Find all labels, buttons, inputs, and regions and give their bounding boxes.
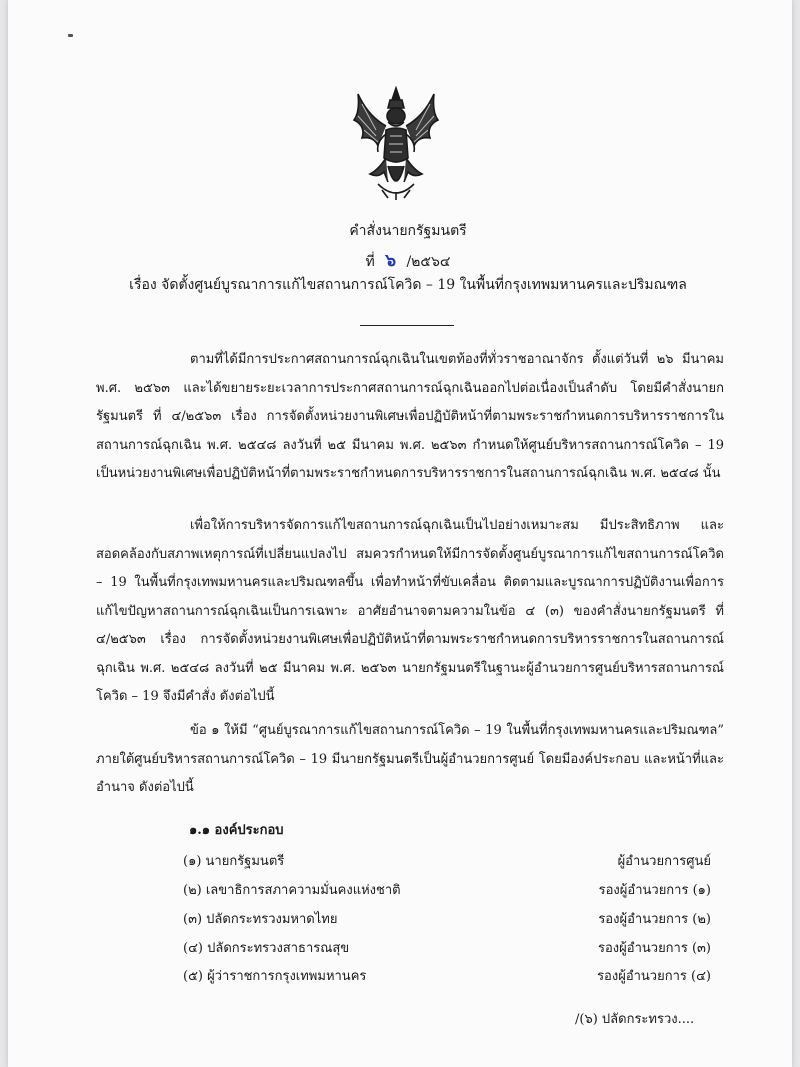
- member-role: รองผู้อำนวยการ (๔): [597, 969, 711, 984]
- order-number-prefix: ที่: [365, 254, 375, 270]
- member-label: (๑) นายกรัฐมนตรี: [183, 854, 285, 869]
- document-subject: เรื่อง จัดตั้งศูนย์บูรณาการแก้ไขสถานการณ์โควิด – 19 ในพื้นที่กรุงเทพมหานครและปริมณฑล: [129, 277, 687, 293]
- member-label: (๒) เลขาธิการสภาความมั่นคงแห่งชาติ: [183, 883, 401, 898]
- order-number: [8, 247, 800, 274]
- paragraph-1-text: ตามที่ได้มีการประกาศสถานการณ์ฉุกเฉินในเขตท้องที่ทั่วราชอาณาจักร ตั้งแต่วันที่ ๒๖ มีนาคม พ.ศ. ๒๕๖๓ และได้ขยายระยะเวลาการประกาศสถานการณ์ฉุกเฉินออกไปต่อเนื่องเป็นลำดับ โดยมีคำสั่งนายกรัฐมนตรี ที่ ๔/๒๕๖๓ เรื่อง การจัดตั้งหน่วยงานพิเศษเพื่อปฏิบัติหน้าที่ตามพระราชกำหนดการบริหารราชการในสถานการณ์ฉุกเฉิน พ.ศ. ๒๕๔๘ ลงวันที่ ๒๕ มีนาคม พ.ศ. ๒๕๖๓ กำหนดให้ศูนย์บริหารสถานการณ์โควิด – 19 เป็นหน่วยงานพิเศษเพื่อปฏิบัติหน้าที่ตามพระราชกำหนดการบริหารราชการในสถานการณ์ฉุกเฉิน พ.ศ. ๒๕๔๘ นั้น: [96, 352, 724, 481]
- member-label: (๓) ปลัดกระทรวงมหาดไทย: [183, 912, 338, 927]
- paragraph-2-text: เพื่อให้การบริหารจัดการแก้ไขสถานการณ์ฉุกเฉินเป็นไปอย่างเหมาะสม มีประสิทธิภาพ และสอดคล้องกับสภาพเหตุการณ์ที่เปลี่ยนแปลงไป สมควรกำหนดให้มีการจัดตั้งศูนย์บูรณาการแก้ไขสถานการณ์โควิด – 19 ในพื้นที่กรุงเทพมหานครและปริมณฑลขึ้น เพื่อทำหน้าที่ขับเคลื่อน ติดตามและบูรณาการปฏิบัติงานเพื่อการแก้ไขปัญหาสถานการณ์ฉุกเฉินเป็นการเฉพาะ อาศัยอำนาจตามความในข้อ ๔ (๓) ของคำสั่งนายกรัฐมนตรี ที่ ๔/๒๕๖๓ เรื่อง การจัดตั้งหน่วยงานพิเศษเพื่อปฏิบัติหน้าที่ตามพระราชกำหนดการบริหารราชการในสถานการณ์ฉุกเฉิน พ.ศ. ๒๕๔๘ ลงวันที่ ๒๕ มีนาคม พ.ศ. ๒๕๖๓ นายกรัฐมนตรีในฐานะผู้อำนวยการศูนย์บริหารสถานการณ์โควิด – 19 จึงมีคำสั่ง ดังต่อไปนี้: [96, 518, 724, 704]
- continuation-note: /(๖) ปลัดกระทรวง....: [575, 1012, 695, 1027]
- member-role: ผู้อำนวยการศูนย์: [617, 854, 711, 869]
- member-role: รองผู้อำนวยการ (๒): [598, 912, 711, 927]
- member-label: (๔) ปลัดกระทรวงสาธารณสุข: [183, 941, 350, 956]
- scan-speck: [68, 34, 73, 37]
- member-label: (๕) ผู้ว่าราชการกรุงเทพมหานคร: [183, 969, 367, 984]
- document-page: [8, 0, 792, 1067]
- garuda-emblem-icon: [348, 86, 444, 202]
- paragraph-1: [96, 346, 724, 489]
- order-number-handwritten: ๖: [385, 251, 396, 271]
- composition-heading: ๑.๑ องค์ประกอบ: [189, 823, 284, 838]
- document-title: คำสั่งนายกรัฐมนตรี: [349, 223, 467, 239]
- order-number-suffix: /๒๕๖๔: [406, 254, 451, 270]
- member-role: รองผู้อำนวยการ (๓): [598, 941, 711, 956]
- paragraph-3: [96, 717, 724, 803]
- paragraph-2: [96, 512, 724, 712]
- paragraph-3-text: ข้อ ๑ ให้มี “ศูนย์บูรณาการแก้ไขสถานการณ์โควิด – 19 ในพื้นที่กรุงเทพมหานครและปริมณฑล” ภายใต้ศูนย์บริหารสถานการณ์โควิด – 19 มีนายกรัฐมนตรีเป็นผู้อำนวยการศูนย์ โดยมีองค์ประกอบ และหน้าที่และอำนาจ ดังต่อไปนี้: [96, 723, 724, 795]
- member-role: รองผู้อำนวยการ (๑): [598, 883, 711, 898]
- divider: [360, 325, 454, 326]
